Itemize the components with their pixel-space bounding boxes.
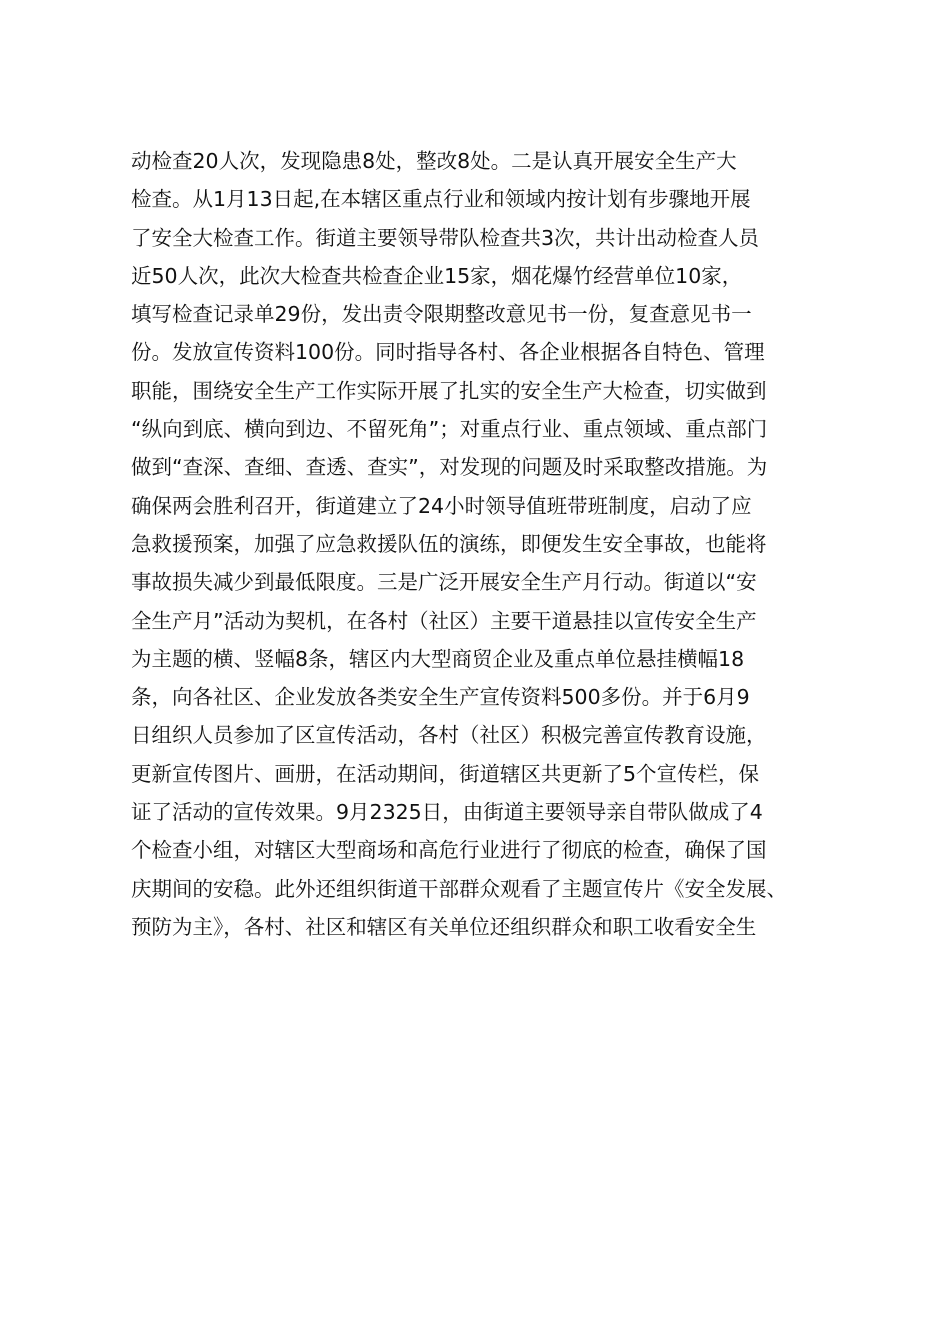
text-line: “纵向到底、横向到边、不留死角”；对重点行业、重点领域、重点部门 xyxy=(131,417,768,442)
text-line: 事故损失减少到最低限度。三是广泛开展安全生产月行动。街道以“安 xyxy=(131,570,757,595)
text-line: 了安全大检查工作。街道主要领导带队检查共3次，共计出动检查人员 xyxy=(131,225,760,250)
text-line: 做到“查深、查细、查透、查实”，对发现的问题及时采取整改措施。为 xyxy=(131,455,768,480)
text-line: 更新宣传图片、画册，在活动期间，街道辖区共更新了5个宣传栏，保 xyxy=(131,761,760,786)
body-text xyxy=(131,142,831,946)
text-line: 个检查小组，对辖区大型商场和高危行业进行了彻底的检查，确保了国 xyxy=(131,838,767,863)
text-line: 为主题的横、竖幅8条，辖区内大型商贸企业及重点单位悬挂横幅18 xyxy=(131,646,745,671)
text-line: 急救援预案，加强了应急救援队伍的演练，即便发生安全事故，也能将 xyxy=(131,531,767,556)
text-line: 条，向各社区、企业发放各类安全生产宣传资料500多份。并于6月9 xyxy=(131,685,750,710)
text-line: 近50人次，此次大检查共检查企业15家，烟花爆竹经营单位10家， xyxy=(131,263,743,288)
text-line: 份。发放宣传资料100份。同时指导各村、各企业根据各自特色、管理 xyxy=(131,340,765,365)
text-line: 填写检查记录单29份，发出责令限期整改意见书一份，复查意见书一 xyxy=(131,302,752,327)
text-line: 动检查20人次，发现隐患8处，整改8处。二是认真开展安全生产大 xyxy=(131,149,737,173)
text-line: 证了活动的宣传效果。9月2325日，由街道主要领导亲自带队做成了4 xyxy=(131,800,763,825)
text-line: 确保两会胜利召开，街道建立了24小时领导值班带班制度，启动了应 xyxy=(131,493,752,518)
text-line: 预防为主》，各村、社区和辖区有关单位还组织群众和职工收看安全生 xyxy=(131,914,757,939)
text-line: 职能，围绕安全生产工作实际开展了扎实的安全生产大检查，切实做到 xyxy=(131,378,767,403)
text-line: 庆期间的安稳。此外还组织街道干部群众观看了主题宣传片《安全发展、 xyxy=(131,876,787,901)
text-line: 检查。从1月13日起,在本辖区重点行业和领域内按计划有步骤地开展 xyxy=(131,187,751,212)
text-line: 日组织人员参加了区宣传活动，各村（社区）积极完善宣传教育设施， xyxy=(131,723,767,748)
text-line: 全生产月”活动为契机，在各村（社区）主要干道悬挂以宣传安全生产 xyxy=(131,608,757,633)
